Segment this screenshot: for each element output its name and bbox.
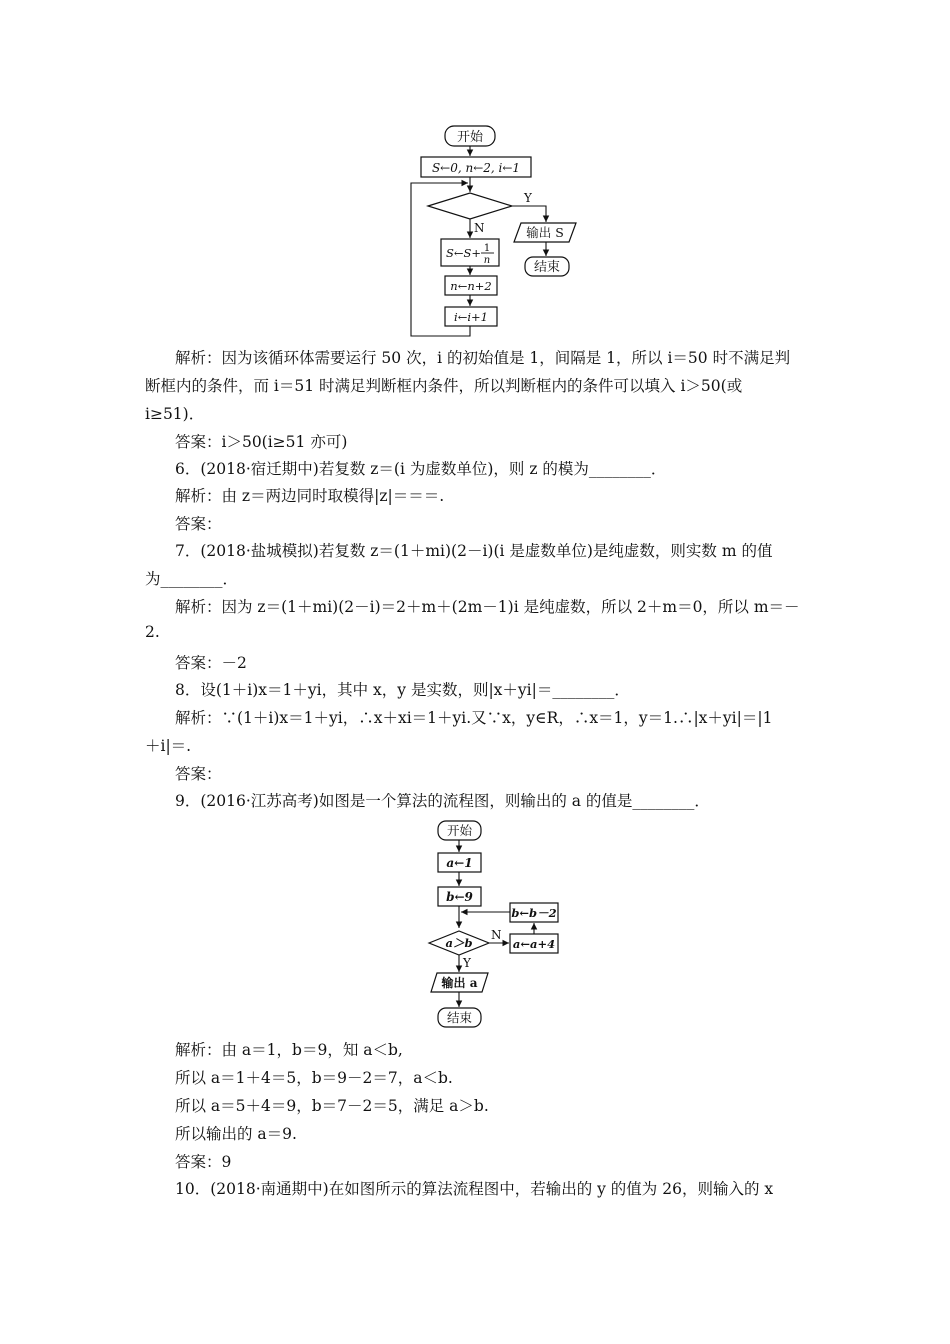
update-s-label: S←S+ — [446, 246, 482, 260]
question-7: 7．(2018·盐城模拟)若复数 z＝(1＋mi)(2－i)(i 是虚数单位)是纯虚数，则实数 m 的值 — [175, 542, 773, 560]
text-line: 断框内的条件，而 i＝51 时满足判断框内条件，所以判断框内的条件可以填入 i＞50(或 — [145, 377, 743, 395]
init-label: S←0, n←2, i←1 — [431, 161, 521, 175]
a-init-label: a←1 — [446, 856, 473, 870]
question-8: 8．设(1＋i)x＝1＋yi，其中 x，y 是实数，则|x＋yi|＝________． — [175, 681, 630, 699]
no-label-2: N — [491, 928, 502, 942]
a-update-label: a←a+4 — [512, 937, 556, 951]
cond-label: a＞b — [445, 936, 473, 950]
text-line: 为________． — [145, 570, 239, 588]
no-label-1: N — [474, 221, 485, 235]
answer-line: 答案： — [175, 515, 222, 533]
text-line: 2. — [145, 623, 160, 641]
flowchart-2 — [0, 815, 950, 1035]
yes-label-1: Y — [524, 191, 532, 205]
text-line: ＋i|＝. — [145, 737, 192, 755]
text-line: 解析：因为 z＝(1＋mi)(2－i)＝2＋m＋(2m－1)i 是纯虚数，所以 2＋m＝0，所以 m＝－ — [175, 598, 800, 616]
b-update-label: b←b－2 — [511, 906, 557, 920]
answer-line: 答案： — [175, 765, 222, 783]
text-line: 解析：由 a＝1，b＝9，知 a＜b, — [175, 1041, 403, 1059]
output-label-2: 输出 a — [441, 976, 478, 990]
output-label: 输出 S — [526, 225, 564, 240]
text-line: 所以 a＝1＋4＝5，b＝9－2＝7，a＜b. — [175, 1069, 453, 1087]
text-line: 解析：由 z＝两边同时取模得|z|＝＝＝. — [175, 487, 445, 505]
text-line: 解析：因为该循环体需要运行 50 次，i 的初始值是 1，间隔是 1，所以 i＝50 时不满足判 — [175, 349, 791, 367]
text-line: 所以输出的 a＝9. — [175, 1125, 297, 1143]
end-label-2: 结束 — [446, 1010, 473, 1025]
text-line: 所以 a＝5＋4＝9，b＝7－2＝5，满足 a＞b. — [175, 1097, 489, 1115]
text-line: 解析：∵(1＋i)x＝1＋yi，∴x＋xi＝1＋yi.又∵x，y∈R，∴x＝1，y＝1.∴|x＋yi|＝|1 — [175, 709, 773, 727]
update-i-label: i←i+1 — [454, 310, 488, 324]
start-label-2: 开始 — [446, 823, 473, 838]
answer-line: 答案：9 — [175, 1153, 232, 1171]
question-6: 6．(2018·宿迁期中)若复数 z＝(i 为虚数单位)，则 z 的模为________． — [175, 460, 667, 478]
b-init-label: b←9 — [446, 890, 473, 904]
question-10: 10．(2018·南通期中)在如图所示的算法流程图中，若输出的 y 的值为 26，则输入的 x — [175, 1180, 774, 1198]
yes-label-2: Y — [463, 956, 471, 970]
question-9: 9．(2016·江苏高考)如图是一个算法的流程图，则输出的 a 的值是________． — [175, 792, 710, 810]
answer-line: 答案：－2 — [175, 654, 247, 672]
start-label: 开始 — [456, 130, 484, 145]
text-line: i≥51)． — [145, 405, 205, 423]
decision-diamond — [428, 193, 512, 219]
update-n-label: n←n+2 — [450, 279, 492, 293]
frac-denominator: n — [483, 255, 491, 266]
frac-numerator: 1 — [483, 243, 491, 254]
answer-line: 答案：i＞50(i≥51 亦可) — [175, 433, 348, 451]
flowchart-1 — [0, 0, 950, 345]
end-label: 结束 — [533, 260, 561, 275]
